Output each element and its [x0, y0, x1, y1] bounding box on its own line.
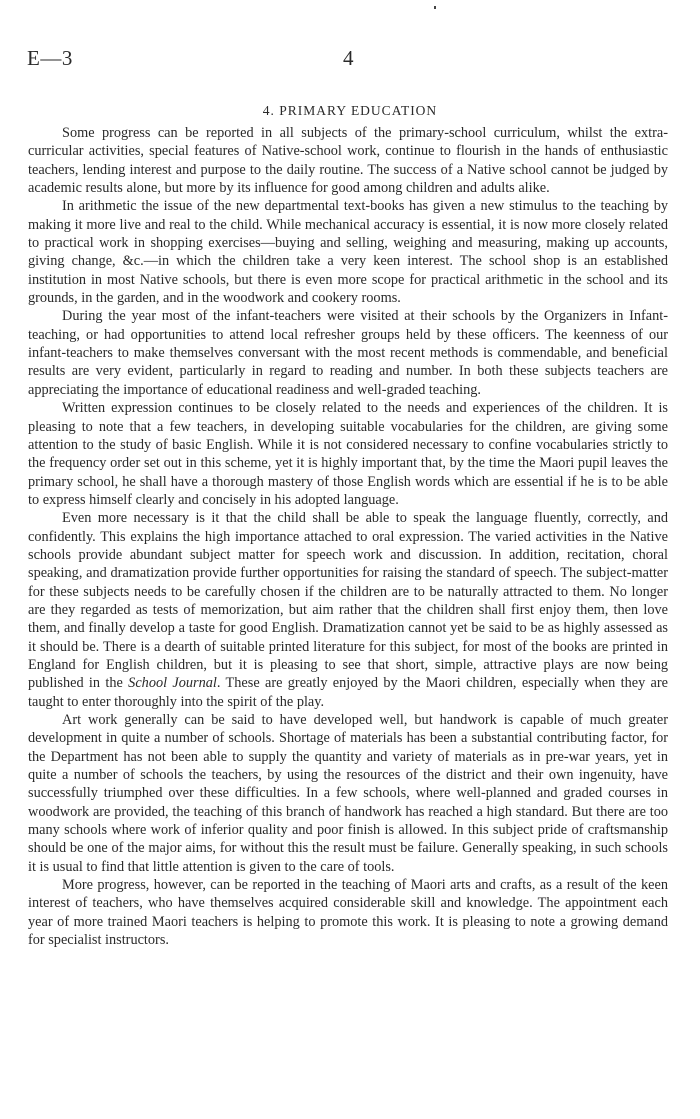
paragraph-curriculum: Some progress can be reported in all subjects of the primary-school curriculum, whilst the extra-curricular activities, special features of Native-school work, continue to flourish in the hands of enthusiastic teachers, lending interest and purpose to the daily routine. The success of a Native school cannot be judged by academic results alone, but more by its influence for good among children and adults alike.: [28, 125, 668, 197]
oral-expression-text-end: . These are greatly enjoyed by the Maori children, especially when they are taught to enter thoroughly into the spirit of the play.: [28, 675, 668, 710]
paragraph-maori-arts: More progress, however, can be reported in the teaching of Maori arts and crafts, as a result of the keen interest of teachers, who have themselves acquired considerable skill and knowledge. The appointment each year of more trained Maori teachers is helping to promote this work. It is pleasing to note a growing demand for specialist instructors.: [28, 877, 668, 949]
paragraph-art-handwork: Art work generally can be said to have developed well, but handwork is capable of much greater development in quite a number of schools. Shortage of materials has been a substantial contributing factor, for the Department has not been able to supply the quantity and variety of materials as in pre-war years, yet in quite a number of schools the teachers, by using the resources of the district and their own ingenuity, have successfully triumphed over these difficulties. In a few schools, where well-planned and graded courses in woodwork are provided, the teaching of this branch of handwork has reached a high standard. But there are too many schools where work of inferior quality and poor finish is allowed. In this subject pride of craftsmanship should be one of the major aims, for without this the result must be failure. Generally speaking, in such schools it is usual to find that little attention is given to the care of tools.: [28, 712, 668, 875]
section-title: 4. PRIMARY EDUCATION: [262, 103, 438, 118]
paragraph-written-expression: Written expression continues to be closely related to the needs and experiences of the children. It is pleasing to note that a few teachers, in developing suitable vocabularies for the children, are giving some attention to the study of basic English. While it is not considered necessary to confine vocabularies strictly to the frequency order set out in this scheme, yet it is highly important that, by the time the Maori pupil leaves the primary school, he shall have a thorough mastery of those English words which are essential if he is to be able to express himself clearly and concisely in his adopted language.: [28, 400, 668, 508]
oral-expression-text: Even more necessary is it that the child shall be able to speak the language fluently, correctly, and confidently. This explains the high importance attached to oral expression. The varied activities in the Native schools provide abundant subject matter for speech work and discussion. In addition, recitation, choral speaking, and dramatization provide further opportunities for raising the standard of speech. The subject-matter for these subjects needs to be carefully chosen if the children are to be naturally attracted to them. No longer are they regarded as tests of memorization, but aim rather that the children shall first enjoy them, then love them, and finally develop a taste for good English. Dramatization cannot yet be said to be as highly assessed as it should be. There is a dearth of suitable printed literature for this subject, for most of the books are printed in England for English children, but it is pleasing to see that short, simple, attractive plays are now being published in the: [28, 510, 668, 692]
page-header: [0, 46, 700, 74]
paragraph-oral-expression: [28, 509, 668, 711]
page-number: 4: [343, 46, 354, 70]
paragraph-infant-teaching: During the year most of the infant-teachers were visited at their schools by the Organizers in Infant-teaching, or had opportunities to attend local refresher groups held by these officers. The keenness of our infant-teachers to make themselves conversant with the most recent methods is commendable, and beneficial results are very evident, particularly in regard to reading and number. In both these subjects teachers are appreciating the importance of educational readiness and well-graded teaching.: [28, 308, 668, 398]
print-speck: [434, 6, 436, 9]
body-text: [28, 124, 668, 949]
paragraph-arithmetic: In arithmetic the issue of the new departmental text-books has given a new stimulus to the teaching by making it more live and real to the child. While mechanical accuracy is essential, it is now more closely related to practical work in shopping exercises—buying and selling, weighing and measuring, making up accounts, giving change, &c.—in which the children take a very keen interest. The school shop is an established institution in most Native schools, but there is even more scope for practical arithmetic in the school and its grounds, in the garden, and in the woodwork and cookery rooms.: [28, 198, 668, 307]
page-code: E—3: [27, 46, 73, 70]
publication-title: School Journal: [128, 675, 217, 692]
